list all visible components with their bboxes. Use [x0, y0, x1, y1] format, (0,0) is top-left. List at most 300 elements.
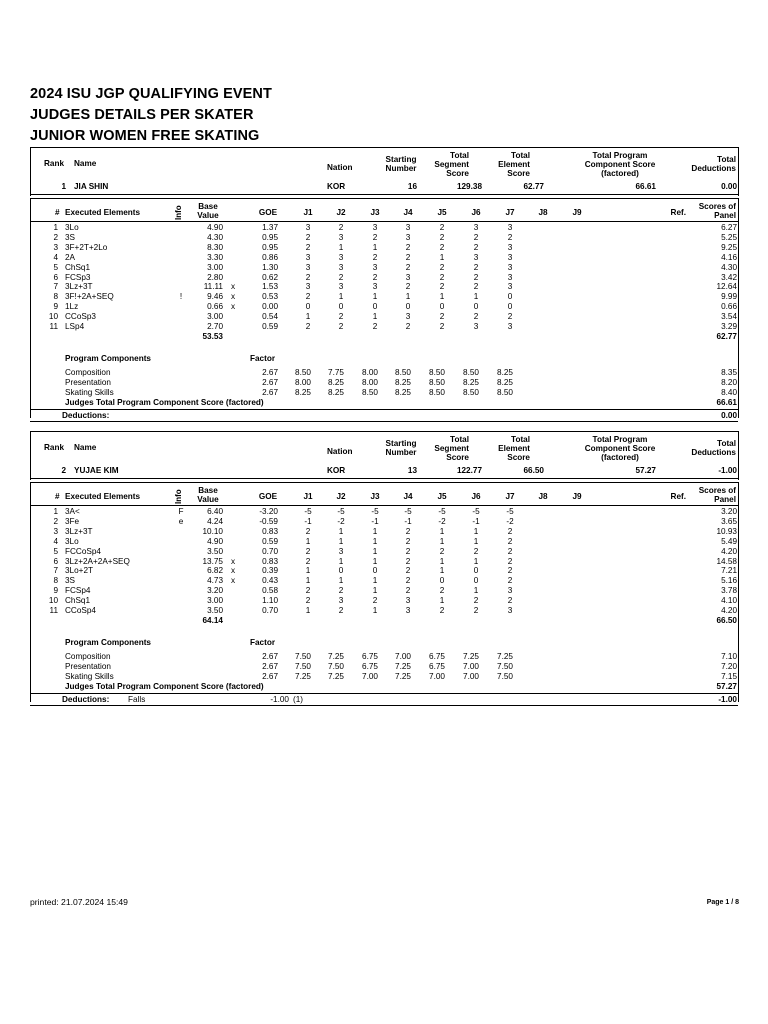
starting-number: 13	[407, 466, 417, 475]
judge-header: J9	[572, 208, 582, 217]
judge-header: J4	[403, 492, 413, 501]
judges-total-label: Judges Total Program Component Score (factored)	[65, 681, 264, 691]
goe-value: 1.37	[262, 223, 278, 232]
starting-number-header-line: Starting	[385, 439, 417, 448]
judge-goe: 0	[338, 302, 344, 312]
judge-goe: 2	[473, 546, 479, 556]
rule-line	[30, 409, 738, 410]
judge-goe: 2	[305, 596, 311, 606]
element-number: 5	[53, 262, 58, 272]
judge-header: J1	[303, 492, 313, 501]
base-value: 4.30	[207, 232, 223, 242]
judge-goe: 1	[439, 596, 445, 606]
judge-goe: 0	[305, 302, 311, 312]
judge-goe: 1	[473, 556, 479, 566]
judge-goe: 2	[473, 282, 479, 292]
elements-total: 66.50	[716, 615, 737, 625]
rank-header: Rank	[44, 159, 65, 168]
rule-vertical	[738, 198, 739, 418]
judge-component-mark: 8.00	[362, 368, 378, 377]
judge-component-mark: 8.50	[362, 387, 378, 397]
judge-component-mark: 8.25	[497, 368, 513, 377]
element-number: 7	[53, 282, 58, 292]
name-header: Name	[74, 159, 97, 168]
judge-goe: 0	[405, 302, 411, 312]
judge-component-mark: 7.25	[497, 652, 513, 661]
base-value: 4.24	[207, 516, 223, 526]
judge-component-mark: 8.25	[295, 387, 311, 397]
element-number: 9	[53, 302, 58, 312]
deductions-count: (1)	[293, 695, 304, 704]
element-number: 10	[48, 312, 58, 322]
judge-header: J3	[370, 492, 380, 501]
judge-goe: -1	[472, 516, 480, 526]
tes-header-line: Total	[511, 435, 530, 444]
base-value: 10.10	[202, 526, 223, 536]
judge-goe: 1	[305, 536, 311, 546]
tss-header-line: Segment	[434, 444, 469, 453]
rule-line	[30, 482, 738, 483]
program-components-header: Program Components	[65, 354, 151, 363]
executed-elements-header: Executed Elements	[65, 492, 141, 501]
pcs-header-line: Total Program	[592, 151, 648, 160]
goe-value: 1.53	[262, 282, 278, 292]
element-code: CCoSp3	[65, 312, 96, 322]
element-panel-score: 9.99	[721, 292, 737, 302]
goe-header: GOE	[258, 208, 278, 217]
judge-header: J2	[336, 492, 346, 501]
judge-goe: 1	[305, 312, 311, 322]
judge-header: J6	[471, 208, 481, 217]
judge-component-mark: 8.50	[429, 377, 445, 387]
judge-goe: 3	[372, 262, 378, 272]
element-panel-score: 12.64	[716, 282, 737, 292]
goe-value: 1.30	[262, 262, 278, 272]
total-pcs: 57.27	[635, 466, 656, 475]
second-half-bonus: x	[230, 556, 236, 566]
judge-component-mark: 6.75	[362, 652, 378, 661]
judge-goe: 2	[507, 526, 513, 536]
judge-goe: 0	[338, 566, 344, 576]
judge-goe: 2	[473, 596, 479, 606]
tes-header-line: Score	[507, 169, 530, 178]
element-code: 3Lz+3T	[65, 526, 93, 536]
element-code: 3F!+2A+SEQ	[65, 292, 114, 302]
judge-goe: 2	[473, 262, 479, 272]
base-value: 4.90	[207, 536, 223, 546]
base-value: 6.82	[207, 566, 223, 576]
judge-goe: 2	[305, 322, 311, 331]
element-code: ChSq1	[65, 596, 91, 606]
judge-goe: 2	[473, 312, 479, 322]
component-factor: 2.67	[262, 671, 278, 681]
element-panel-score: 3.29	[721, 322, 737, 331]
goe-value: 0.86	[262, 252, 278, 262]
element-code: FCSp3	[65, 272, 91, 282]
judge-goe: 3	[507, 586, 513, 596]
judge-goe: 2	[338, 272, 344, 282]
executed-elements-header: Executed Elements	[65, 208, 141, 217]
component-score: 8.20	[721, 377, 737, 387]
judge-goe: 1	[439, 292, 445, 302]
judge-goe: 2	[439, 242, 445, 252]
judge-component-mark: 8.25	[328, 387, 344, 397]
second-half-bonus: x	[230, 292, 236, 302]
judge-goe: 1	[338, 526, 344, 536]
element-number: 8	[53, 292, 58, 302]
judge-goe: 1	[372, 576, 378, 586]
goe-value: 0.39	[262, 566, 278, 576]
goe-value: 0.59	[262, 322, 278, 331]
element-code: 3Lo	[65, 536, 79, 546]
base-value: 2.70	[207, 322, 223, 331]
judge-goe: 1	[372, 546, 378, 556]
judge-component-mark: 8.50	[463, 368, 479, 377]
judge-goe: 2	[405, 252, 411, 262]
tes-header-line: Total	[511, 151, 530, 160]
judge-goe: 2	[372, 596, 378, 606]
tss-header-line: Score	[446, 169, 469, 178]
judge-goe: 1	[372, 586, 378, 596]
judge-goe: 2	[439, 223, 445, 232]
judge-goe: 1	[338, 242, 344, 252]
element-number: 11	[49, 322, 58, 331]
goe-value: 0.53	[262, 292, 278, 302]
base-value: 3.20	[207, 586, 223, 596]
element-panel-score: 4.30	[721, 262, 737, 272]
judge-goe: 2	[439, 606, 445, 615]
element-code: 3A<	[65, 507, 80, 516]
component-name: Presentation	[65, 661, 111, 671]
judge-goe: 3	[305, 282, 311, 292]
rule-line	[30, 221, 738, 222]
judge-goe: 2	[473, 272, 479, 282]
element-code: 3Lz+2A+2A+SEQ	[65, 556, 130, 566]
judge-goe: 3	[305, 223, 311, 232]
second-half-bonus: x	[230, 566, 236, 576]
judge-goe: 3	[507, 262, 513, 272]
element-number: 1	[53, 507, 58, 516]
judge-goe: 2	[439, 322, 445, 331]
element-number: 5	[53, 546, 58, 556]
element-number: 4	[53, 252, 58, 262]
judge-goe: 2	[338, 312, 344, 322]
judge-goe: 2	[305, 232, 311, 242]
base-value-header-line: Base	[198, 486, 218, 495]
judge-header: J8	[538, 492, 548, 501]
info-header: Info	[174, 489, 183, 504]
element-code: FCSp4	[65, 586, 91, 596]
rule-line	[30, 505, 738, 506]
goe-value: 0.58	[262, 586, 278, 596]
element-number: 6	[53, 556, 58, 566]
judge-goe: 3	[372, 282, 378, 292]
judge-component-mark: 7.50	[497, 671, 513, 681]
judge-goe: -5	[472, 507, 480, 516]
judge-goe: 2	[305, 556, 311, 566]
base-value-header-line: Value	[197, 211, 219, 220]
factor-header: Factor	[250, 638, 276, 647]
tss-header-line: Segment	[434, 160, 469, 169]
judge-component-mark: 7.50	[295, 661, 311, 671]
rule-line	[30, 421, 738, 422]
judge-goe: 2	[372, 252, 378, 262]
judge-component-mark: 8.50	[395, 368, 411, 377]
judge-component-mark: 7.25	[463, 652, 479, 661]
base-value-total: 64.14	[202, 615, 223, 625]
base-value-header-line: Value	[197, 495, 219, 504]
deductions-value: -1.00	[270, 695, 289, 704]
judge-goe: 2	[507, 312, 513, 322]
judge-header: J6	[471, 492, 481, 501]
rule-line	[30, 478, 738, 479]
judge-component-mark: 8.25	[395, 387, 411, 397]
goe-value: -3.20	[259, 507, 278, 516]
element-number: 7	[53, 566, 58, 576]
judge-header: J8	[538, 208, 548, 217]
element-code: 3F+2T+2Lo	[65, 242, 108, 252]
judge-goe: 1	[305, 566, 311, 576]
deductions-total: -1.00	[718, 695, 737, 704]
judge-goe: 2	[473, 242, 479, 252]
judge-component-mark: 8.25	[395, 377, 411, 387]
base-value: 6.40	[207, 507, 223, 516]
skater-rank: 1	[61, 182, 66, 191]
second-half-bonus: x	[230, 282, 236, 292]
judge-goe: 3	[338, 282, 344, 292]
judge-goe: 1	[372, 242, 378, 252]
element-code: LSp4	[65, 322, 85, 331]
rule-line	[30, 705, 738, 706]
judge-goe: 1	[305, 606, 311, 615]
second-half-bonus: x	[230, 576, 236, 586]
component-score: 8.40	[721, 387, 737, 397]
judge-component-mark: 7.00	[463, 661, 479, 671]
judge-goe: 2	[473, 606, 479, 615]
judge-goe: 0	[372, 566, 378, 576]
deductions-header-line: Total	[717, 155, 736, 164]
judge-component-mark: 8.00	[362, 377, 378, 387]
element-code: 3Lz+3T	[65, 282, 93, 292]
rule-line	[30, 693, 738, 694]
judge-goe: 3	[338, 262, 344, 272]
judge-goe: 3	[338, 232, 344, 242]
judge-component-mark: 7.75	[328, 368, 344, 377]
judge-component-mark: 7.00	[429, 671, 445, 681]
judge-component-mark: 7.25	[395, 661, 411, 671]
judge-goe: 3	[305, 262, 311, 272]
element-panel-score: 5.25	[721, 232, 737, 242]
judge-goe: 1	[473, 586, 479, 596]
judge-goe: 2	[405, 282, 411, 292]
judge-component-mark: 7.25	[328, 652, 344, 661]
judge-goe: 3	[507, 242, 513, 252]
judge-goe: 1	[473, 292, 479, 302]
ref-header: Ref.	[670, 492, 686, 501]
judge-goe: 3	[405, 312, 411, 322]
total-deductions: -1.00	[718, 466, 737, 475]
base-value: 3.50	[207, 546, 223, 556]
judge-goe: 1	[439, 252, 445, 262]
judge-component-mark: 7.00	[463, 671, 479, 681]
component-score: 7.20	[721, 661, 737, 671]
element-code: 3Lo	[65, 223, 79, 232]
judge-goe: 2	[338, 223, 344, 232]
judge-component-mark: 7.00	[362, 671, 378, 681]
elements-total: 62.77	[716, 331, 737, 341]
element-number: 9	[53, 586, 58, 596]
element-code: FCCoSp4	[65, 546, 101, 556]
pcs-header-line: Total Program	[592, 435, 648, 444]
component-name: Skating Skills	[65, 671, 114, 681]
tes-header-line: Element	[498, 444, 530, 453]
element-panel-score: 4.20	[721, 606, 737, 615]
element-number: 4	[53, 536, 58, 546]
judge-goe: 2	[439, 586, 445, 596]
total-element-score: 62.77	[523, 182, 544, 191]
component-factor: 2.67	[262, 661, 278, 671]
judge-goe: 1	[305, 576, 311, 586]
judge-component-mark: 7.25	[328, 671, 344, 681]
goe-value: 0.59	[262, 536, 278, 546]
deductions-detail: Falls	[128, 695, 146, 704]
rule-line	[30, 147, 738, 148]
judge-component-mark: 8.50	[497, 387, 513, 397]
base-value: 3.00	[207, 596, 223, 606]
judge-goe: 1	[338, 576, 344, 586]
element-number-header: #	[55, 492, 60, 501]
rule-line	[30, 194, 738, 195]
judge-header: J5	[437, 492, 447, 501]
judge-goe: 2	[439, 272, 445, 282]
judge-goe: 3	[405, 606, 411, 615]
base-value: 0.66	[207, 302, 223, 312]
tss-header-line: Total	[450, 435, 469, 444]
component-score: 7.15	[721, 671, 737, 681]
judge-goe: -2	[337, 516, 345, 526]
starting-number-header-line: Starting	[385, 155, 417, 164]
judge-goe: -2	[438, 516, 446, 526]
judge-goe: 0	[473, 576, 479, 586]
judge-goe: 0	[507, 292, 513, 302]
judge-goe: 2	[372, 322, 378, 331]
deductions-header-line: Deductions	[691, 448, 736, 457]
judge-component-mark: 8.25	[497, 377, 513, 387]
judge-component-mark: 8.50	[429, 387, 445, 397]
base-value: 8.30	[207, 242, 223, 252]
element-panel-score: 6.27	[721, 223, 737, 232]
judge-component-mark: 6.75	[429, 661, 445, 671]
judge-component-mark: 8.00	[295, 377, 311, 387]
goe-value: 0.83	[262, 526, 278, 536]
judge-goe: 2	[305, 272, 311, 282]
component-name: Skating Skills	[65, 387, 114, 397]
element-panel-score: 0.66	[721, 302, 737, 312]
judge-goe: 0	[372, 302, 378, 312]
judge-goe: -5	[304, 507, 312, 516]
element-code: 1Lz	[65, 302, 79, 312]
judge-goe: 3	[507, 252, 513, 262]
base-value-header-line: Base	[198, 202, 218, 211]
judge-goe: 2	[439, 232, 445, 242]
element-info: F	[178, 507, 184, 516]
judge-component-mark: 7.25	[395, 671, 411, 681]
second-half-bonus: x	[230, 302, 236, 312]
judge-goe: 3	[405, 272, 411, 282]
judges-total-label: Judges Total Program Component Score (factored)	[65, 397, 264, 407]
judge-goe: 2	[507, 566, 513, 576]
element-code: 3Fe	[65, 516, 80, 526]
judge-goe: -1	[371, 516, 379, 526]
base-value: 3.50	[207, 606, 223, 615]
judge-goe: 2	[473, 232, 479, 242]
element-panel-score: 3.78	[721, 586, 737, 596]
judge-goe: 1	[439, 556, 445, 566]
base-value: 4.73	[207, 576, 223, 586]
element-number: 2	[53, 516, 58, 526]
judge-goe: 2	[405, 586, 411, 596]
element-panel-score: 9.25	[721, 242, 737, 252]
judge-component-mark: 7.50	[497, 661, 513, 671]
base-value: 3.00	[207, 262, 223, 272]
judge-goe: 1	[439, 536, 445, 546]
element-number: 11	[49, 606, 58, 615]
judge-component-mark: 7.50	[328, 661, 344, 671]
element-number: 3	[53, 242, 58, 252]
element-panel-score: 3.54	[721, 312, 737, 322]
judge-goe: 1	[372, 312, 378, 322]
base-value: 9.46	[207, 292, 223, 302]
component-score: 8.35	[721, 368, 737, 377]
judge-goe: -5	[438, 507, 446, 516]
judge-goe: -5	[404, 507, 412, 516]
starting-number: 16	[407, 182, 417, 191]
judge-component-mark: 8.50	[429, 368, 445, 377]
tss-header-line: Score	[446, 453, 469, 462]
judge-goe: -5	[337, 507, 345, 516]
skater-rank: 2	[61, 466, 66, 475]
judges-total-value: 57.27	[716, 681, 737, 691]
judge-header: J7	[505, 492, 515, 501]
goe-value: 0.62	[262, 272, 278, 282]
rule-vertical	[738, 147, 739, 196]
judge-goe: 2	[507, 546, 513, 556]
judge-goe: 2	[338, 586, 344, 596]
component-factor: 2.67	[262, 377, 278, 387]
judge-goe: 2	[439, 312, 445, 322]
judge-goe: 2	[338, 322, 344, 331]
goe-value: 0.83	[262, 556, 278, 566]
element-panel-score: 3.65	[721, 516, 737, 526]
judge-component-mark: 8.25	[328, 377, 344, 387]
judge-goe: 3	[405, 232, 411, 242]
judge-goe: 3	[507, 606, 513, 615]
goe-value: 0.54	[262, 312, 278, 322]
component-name: Composition	[65, 368, 111, 377]
judge-header: J1	[303, 208, 313, 217]
component-name: Composition	[65, 652, 111, 661]
rank-header: Rank	[44, 443, 65, 452]
judge-component-mark: 8.50	[463, 387, 479, 397]
judge-goe: 1	[372, 292, 378, 302]
ref-header: Ref.	[670, 208, 686, 217]
judge-header: J4	[403, 208, 413, 217]
element-panel-score: 3.42	[721, 272, 737, 282]
element-panel-score: 4.20	[721, 546, 737, 556]
judge-goe: 0	[473, 302, 479, 312]
judge-goe: 0	[473, 566, 479, 576]
element-number: 8	[53, 576, 58, 586]
